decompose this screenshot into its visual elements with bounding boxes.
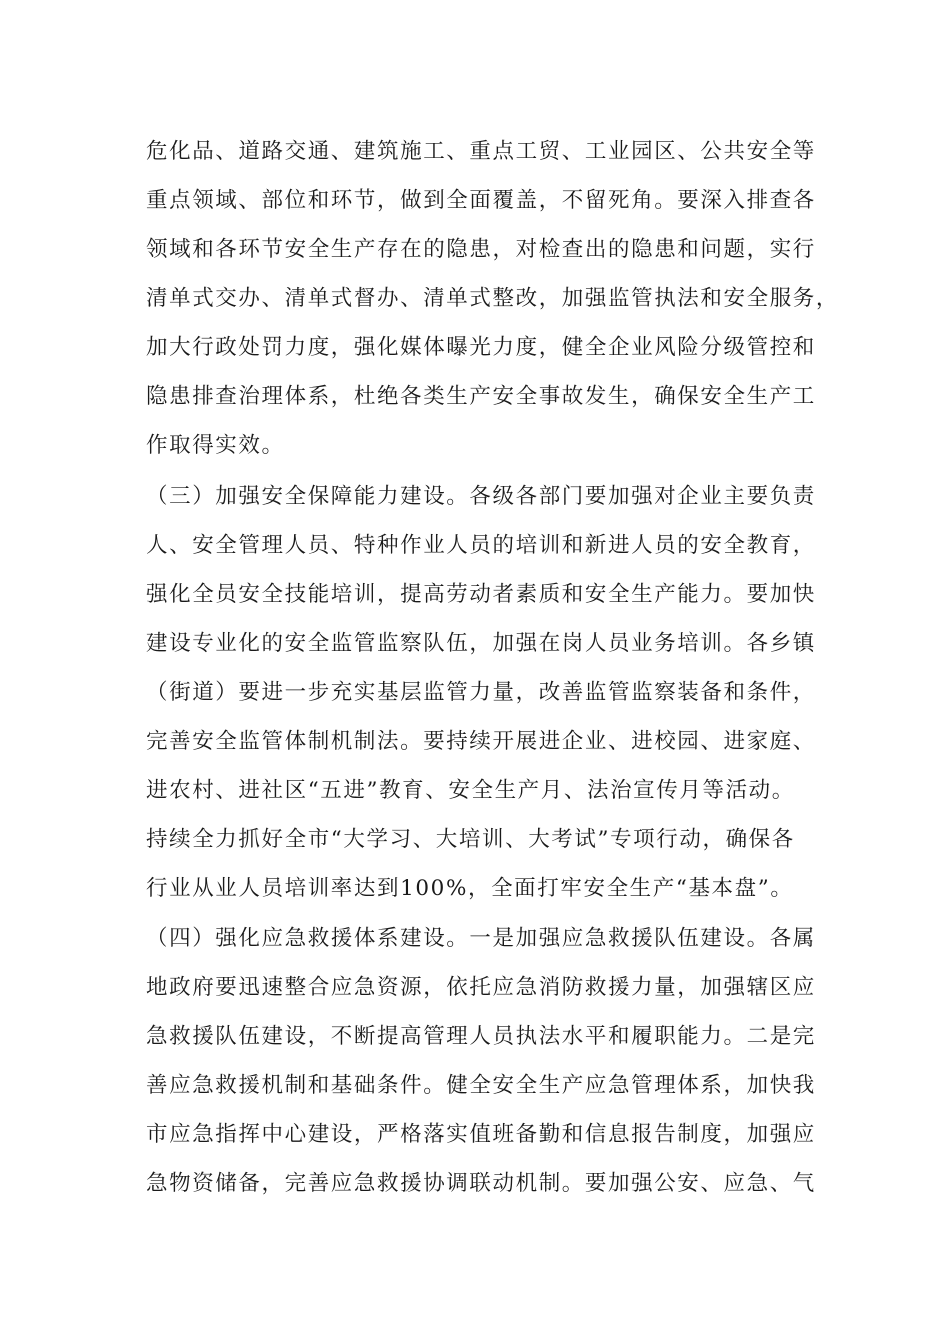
text-line: 加大行政处罚力度，强化媒体曝光力度，健全企业风险分级管控和 [146,335,816,360]
text-line: 人、安全管理人员、特种作业人员的培训和新进人员的安全教育， [146,533,816,558]
text-line: 重点领域、部位和环节，做到全面覆盖，不留死角。要深入排查各 [146,188,816,213]
text-line: 作取得实效。 [146,433,285,458]
text-line: 领域和各环节安全生产存在的隐患，对检查出的隐患和问题，实行 [146,237,816,262]
text-line: 市应急指挥中心建设，严格落实值班备勤和信息报告制度，加强应 [146,1122,816,1147]
text-line: （三）加强安全保障能力建设。各级各部门要加强对企业主要负责 [146,484,816,509]
text-line: 清单式交办、清单式督办、清单式整改，加强监管执法和安全服务， [146,286,840,311]
text-line: 强化全员安全技能培训，提高劳动者素质和安全生产能力。要加快 [146,582,816,607]
text-line: 地政府要迅速整合应急资源，依托应急消防救援力量，加强辖区应 [146,975,816,1000]
text-line: 完善安全监管体制机制法。要持续开展进企业、进校园、进家庭、 [146,729,816,754]
text-line: 进农村、进社区“五进”教育、安全生产月、法治宣传月等活动。 [146,778,795,803]
text-line: 急救援队伍建设，不断提高管理人员执法水平和履职能力。二是完 [146,1024,816,1049]
text-line: 持续全力抓好全市“大学习、大培训、大考试”专项行动，确保各 [146,827,795,852]
text-line: 建设专业化的安全监管监察队伍，加强在岗人员业务培训。各乡镇 [146,631,816,656]
text-line: 善应急救援机制和基础条件。健全安全生产应急管理体系，加快我 [146,1073,816,1098]
text-line: 行业从业人员培训率达到100%，全面打牢安全生产“基本盘”。 [146,876,794,901]
text-line: （四）强化应急救援体系建设。一是加强应急救援队伍建设。各属 [146,926,816,951]
text-line: 隐患排查治理体系，杜绝各类生产安全事故发生，确保安全生产工 [146,384,816,409]
text-line: 急物资储备，完善应急救援协调联动机制。要加强公安、应急、气 [146,1171,816,1196]
text-line: （街道）要进一步充实基层监管力量，改善监管监察装备和条件， [146,680,816,705]
text-line: 危化品、道路交通、建筑施工、重点工贸、工业园区、公共安全等 [146,139,816,164]
